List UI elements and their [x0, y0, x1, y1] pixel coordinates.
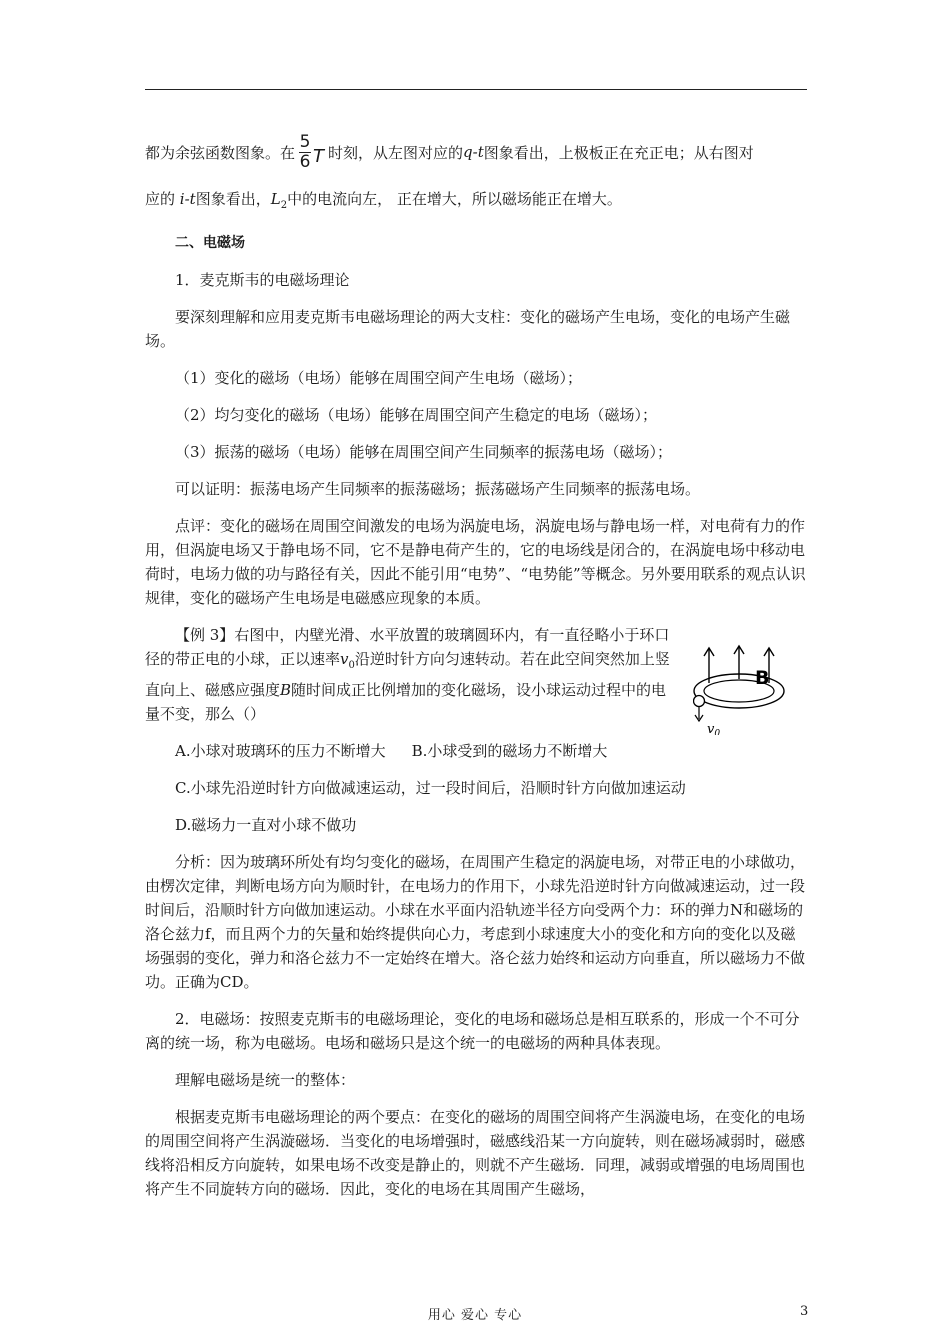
option-b: B.小球受到的磁场力不断增大 [411, 742, 608, 760]
symbol-v-subscript: 0 [348, 660, 355, 671]
comment-paragraph: 点评：变化的磁场在周围空间激发的电场为涡旋电场，涡旋电场与静电场一样，对电荷有力的作用，但涡旋电场又于静电场不同，它不是静电荷产生的，它的电场线是闭合的，在涡旋电场中移动电荷时，电场力做的功与路径有关，因此不能引用“电势”、“电势能”等概念。另外要用联系的观点认识规律，变化的磁场产生电场是电磁感应现象的本质。 [145, 517, 806, 607]
fraction-five-sixths-T [299, 133, 324, 172]
symbol-t: -t [472, 143, 484, 161]
option-d: D.磁场力一直对小球不做功 [175, 816, 357, 834]
list-item-1: （1）变化的磁场（电场）能够在周围空间产生电场（磁场）； [175, 369, 583, 387]
period-symbol: T [313, 145, 325, 167]
option-a: A.小球对玻璃环的压力不断增大 [175, 742, 386, 760]
example-tag: 【例 3】 [175, 626, 235, 644]
proof-paragraph: 可以证明：振荡电场产生同频率的振荡磁场；振荡磁场产生同频率的振荡电场。 [175, 480, 701, 498]
section-title: 二、电磁场 [175, 235, 245, 251]
intro-text: 都为余弦函数图象。在 [145, 143, 296, 162]
example-text: 右图中，内壁光滑、水平放置的玻璃圆环内，有一直径略小于环口径的带正电的小球，正以速率 [145, 626, 670, 668]
electromagnetic-field-paragraph: 2．电磁场：按照麦克斯韦的电磁场理论，变化的电场和磁场总是相互联系的，形成一个不可分离的统一场，称为电磁场。电场和磁场只是这个统一的电磁场的两种具体表现。 [145, 1010, 800, 1052]
velocity-label: $v_0$ [707, 722, 721, 735]
page-content [145, 130, 807, 1201]
intro-text: 中的电流向左， 正在增大，所以磁场能正在增大。 [287, 190, 622, 208]
symbol-v: v [340, 650, 349, 668]
intro-line-1 [145, 130, 807, 174]
field-label-B: B [755, 667, 770, 689]
symbol-B: B [280, 681, 292, 699]
symbol-L: L [270, 190, 281, 208]
fraction-denominator: 6 [299, 151, 311, 172]
intro-text: 图象看出， [195, 190, 271, 208]
example-text: 沿逆时针方向匀速转动。若在此空间突然加上竖直向上、磁感应强度 [145, 650, 670, 699]
symbol-t: -t [184, 190, 196, 208]
intro-text: 图象看出，上极板正在充正电；从右图对 [483, 143, 754, 162]
example-3 [145, 623, 807, 735]
option-a-b [145, 739, 807, 763]
example-text: 随时间成正比例增加的变化磁场，设小球运动过程中的电量不变，那么（） [145, 681, 667, 723]
symbol-L-subscript: 2 [280, 200, 288, 211]
charged-ball [694, 696, 705, 707]
intro-text: 时刻，从左图对应的 [328, 143, 464, 162]
intro-line-2 [145, 187, 807, 218]
page-number: 3 [800, 1304, 809, 1319]
paragraph-two-pillars: 要深刻理解和应用麦克斯韦电磁场理论的两大支柱：变化的磁场产生电场，变化的电场产生磁场。 [145, 308, 791, 350]
list-item-2: （2）均匀变化的磁场（电场）能够在周围空间产生稳定的电场（磁场）； [175, 406, 658, 424]
analysis-paragraph: 分析：因为玻璃环所处有均匀变化的磁场，在周围产生稳定的涡旋电场，对带正电的小球做功，由楞次定律，判断电场方向为顺时针，在电场力的作用下，小球先沿逆时针方向做减速运动，过一段时间后，沿顺时针方向做加速运动。小球在水平面内沿轨迹半径方向受两个力：环的弹力N和磁场的洛仑兹力f，而且两个力的矢量和始终提供向心力，考虑到小球速度大小的变化和方向的变化以及磁场强弱的变化，弹力和洛仑兹力不一定始终在增大。洛仑兹力始终和运动方向垂直，所以磁场力不做功。正确为CD。 [145, 853, 806, 991]
example-question [145, 623, 675, 726]
list-item-3: （3）振荡的磁场（电场）能够在周围空间产生同频率的振荡电场（磁场）； [175, 443, 673, 461]
symbol-i: i [179, 190, 185, 208]
footer-motto: 用心 爱心 专心 [427, 1308, 523, 1323]
fraction-numerator: 5 [299, 131, 311, 152]
option-c: C.小球先沿逆时针方向做减速运动，过一段时间后，沿顺时针方向做加速运动 [175, 779, 686, 797]
unity-heading: 理解电磁场是统一的整体： [175, 1071, 356, 1089]
glass-ring-figure [693, 639, 803, 735]
header-rule [145, 89, 807, 90]
intro-text: 应的 [145, 190, 176, 208]
subsection-heading: 1．麦克斯韦的电磁场理论 [175, 271, 350, 289]
symbol-q: q [463, 143, 473, 161]
maxwell-points-paragraph: 根据麦克斯韦电磁场理论的两个要点：在变化的磁场的周围空间将产生涡漩电场，在变化的电场的周围空间将产生涡漩磁场．当变化的电场增强时，磁感线沿某一方向旋转，则在磁场减弱时，磁感线将沿相反方向旋转，如果电场不改变是静止的，则就不产生磁场．同理，减弱或增强的电场周围也将产生不同旋转方向的磁场．因此，变化的电场在其周围产生磁场， [145, 1108, 806, 1198]
ring-outer [694, 674, 784, 708]
